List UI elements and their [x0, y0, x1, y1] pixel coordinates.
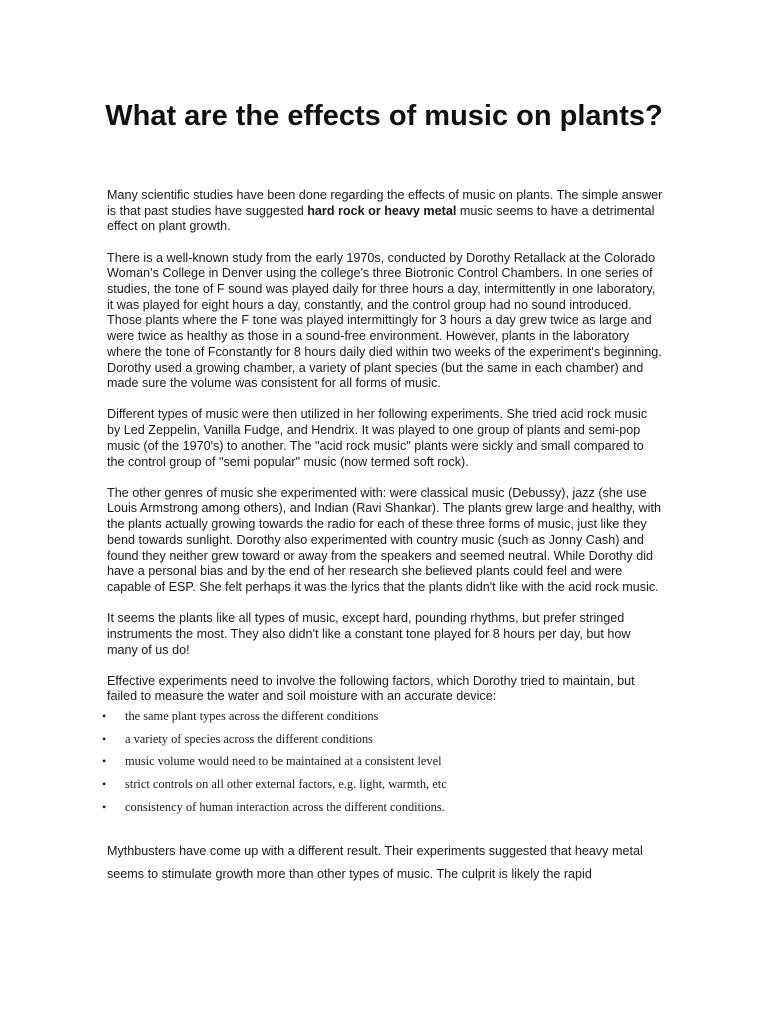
intro-paragraph: [107, 188, 663, 235]
list-item-text: music volume would need to be maintained at a consistent level: [125, 754, 442, 769]
paragraph-music-types: Different types of music were then utilized in her following experiments. She tried acid rock music by Led Zeppelin, Vanilla Fudge, and Hendrix. It was played to one group of plants and semi-pop music (of the 1970's) to another. The "acid rock music" plants were sickly and small compared to the control group of "semi popular" music (now termed soft rock).: [107, 407, 648, 469]
paragraph-other-genres: The other genres of music she experimented with: were classical music (Debussy), jazz (she use Louis Armstrong among others), and Indian (Ravi Shankar). The plants grew large and healthy, with the plants actually growing towards the radio for each of these three forms of music, just like they bend towards sunlight. Dorothy also experimented with country music (such as Jonny Cash) and found they neither grew toward or away from the speakers and seemed neutral. While Dorothy did have a personal bias and by the end of her research she believed plants could feel and were capable of ESP. She felt perhaps it was the lyrics that the plants didn't like with the acid rock music.: [107, 485, 661, 594]
paragraph-mythbusters: Mythbusters have come up with a different result. Their experiments suggested that heavy metal seems to stimulate growth more than other types of music. The culprit is likely the rapid: [107, 844, 643, 882]
paragraph-factors-intro: Effective experiments need to involve the following factors, which Dorothy tried to maintain, but failed to measure the water and soil moisture with an accurate device:: [107, 673, 635, 704]
list-item: [102, 799, 663, 823]
paragraph-retallack-study: There is a well-known study from the early 1970s, conducted by Dorothy Retallack at the Colorado Woman's College in Denver using the college's three Biotronic Control Chambers. In one series of studies, the tone of F sound was played daily for three hours a day, intermittently in one laboratory, it was played for eight hours a day, constantly, and the control group had no sound introduced. Those plants where the F tone was played intermittingly for 3 hours a day grew twice as large and were twice as healthy as those in a sound-free environment. However, plants in the laboratory where the tone of Fconstantly for 8 hours daily died within two weeks of the experiment's beginning. Dorothy used a growing chamber, a variety of plant species (but the same in each chamber) and made sure the volume was consistent for all forms of music.: [107, 250, 662, 391]
bullet-icon: •: [102, 709, 107, 724]
list-item: [102, 731, 663, 755]
list-item: [102, 754, 663, 777]
list-item-text: strict controls on all other external factors, e.g. light, warmth, etc: [125, 776, 447, 791]
page-title: What are the effects of music on plants?: [105, 100, 663, 132]
bullet-icon: •: [102, 776, 107, 791]
list-item-text: consistency of human interaction across the different conditions.: [125, 799, 445, 814]
intro-text-start: Many scientific studies have been done regarding the effects of music on plants. The simple answer is that past studies have suggested: [107, 188, 663, 218]
article-body: [102, 188, 663, 902]
list-item: [102, 709, 663, 732]
bullet-icon: •: [102, 731, 107, 746]
list-item-text: a variety of species across the different conditions: [125, 731, 373, 746]
bullet-icon: •: [102, 754, 107, 769]
paragraph-conclusion: It seems the plants like all types of music, except hard, pounding rhythms, but prefer stringed instruments the most. They also didn't like a constant tone played for 8 hours per day, but how many of us do!: [107, 611, 631, 657]
factors-list: [102, 709, 663, 822]
intro-text-end: music seems to have a detrimental effect on plant growth.: [107, 203, 655, 234]
list-item: [102, 776, 663, 800]
list-item-text: the same plant types across the different conditions: [125, 709, 379, 724]
intro-bold-phrase: hard rock or heavy metal: [307, 203, 457, 218]
bullet-icon: •: [102, 799, 107, 814]
